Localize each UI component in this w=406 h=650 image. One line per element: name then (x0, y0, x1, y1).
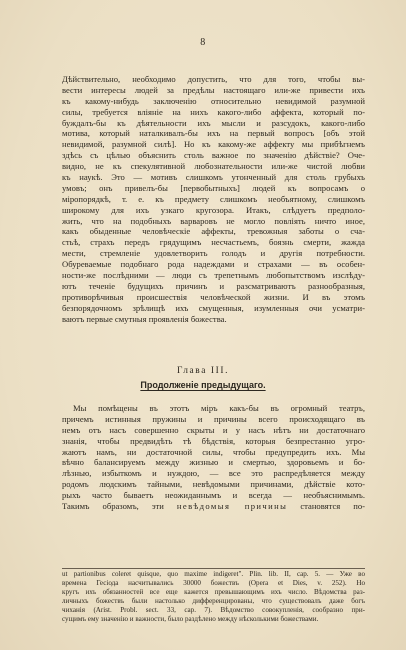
text-line: буждалъ-бы къ дѣятельности ихъ мысли и разсудокъ, какого-либо (62, 117, 365, 128)
text-line: жить, что на подобныхъ варваровъ не могло повліять ничто иное, (62, 215, 365, 226)
spaced-emphasis: невѣдомыя причины (176, 501, 288, 512)
text-line: рыхъ часто бываетъ неожиданнымъ и всегда — необъяснимымъ. (62, 490, 365, 501)
text-line: невидимой, разумной силѣ]. Но къ какому-же аффекту мы прибѣгнемъ (62, 139, 365, 150)
text-line: родомъ людскимъ тайными, невѣдомыми причинами, дѣйствіе кото- (62, 479, 365, 490)
text-line: міропорядкѣ, т. е. къ предмету слишкомъ необъятному, слишкомъ (62, 193, 365, 204)
footnote (62, 570, 365, 625)
text-line: ности-же послѣдними — люди съ трепетнымъ любопытствомъ изслѣду- (62, 270, 365, 281)
paragraph-2 (62, 403, 365, 512)
text-line: ютъ теченіе будущихъ причинъ и разсматриваютъ разнообразныя, (62, 280, 365, 291)
footnote-rule (62, 568, 365, 569)
footnote-line: чиханія (Arist. Probl. sect. 33, cap. 7). Вѣдомство совокупленія, сообразно при- (62, 606, 365, 615)
text-line-spaced (62, 501, 365, 512)
text-line: здѣсь съ цѣлью объяснить столь важное по значенію дѣйствіе? Оче- (62, 150, 365, 161)
chapter-subtitle: Продолженіе предыдущаго. (140, 380, 266, 390)
text-line: мести, стремленіе удовлетворить голодъ и другія потребности. (62, 248, 365, 259)
text-line: силы, требуется вліяніе на нихъ какого-либо аффекта, который по- (62, 106, 365, 117)
footnote-line: кругъ ихъ обязанностей все еще кажется превышающимъ ихъ число. Вѣдомства раз- (62, 588, 365, 597)
text-line: противорѣчивыя происшествія человѣческой жизни. И въ этомъ (62, 291, 365, 302)
text-line: мотива, который наталкивалъ-бы ихъ на первый вопросъ [объ этой (62, 128, 365, 139)
text-line: широкому для ихъ узкаго кругозора. Итакъ, слѣдуетъ предполо- (62, 204, 365, 215)
page-number: 8 (200, 37, 206, 48)
text-line: вѣчно балансируемъ между жизнью и смертью, здоровьемъ и бо- (62, 457, 365, 468)
text-line: знанія, чтобы предвидѣть тѣ бѣдствія, которыя безпрестанно угро- (62, 435, 365, 446)
text-line: жаютъ намъ, ни достаточной силы, чтобы предупредить ихъ. Мы (62, 446, 365, 457)
text-line: вести интересы людей за предѣлы настоящаго или-же привести ихъ (62, 84, 365, 95)
footnote-line: сущимъ ему значенію и важности, было раздѣлено между нѣсколькими божествами. (62, 615, 319, 624)
text-line: немъ отъ насъ совершенно скрыты и у насъ нѣтъ ни достаточнаго (62, 424, 365, 435)
text-line: видно, не къ спекулятивной любознательности или-же чистой любви (62, 161, 365, 172)
text-line: стьѣ, страхъ передъ грядущимъ несчастьемъ, боязнь смерти, жажда (62, 237, 365, 248)
text-segment: становятся по- (287, 501, 365, 512)
text-line: причемъ истинныя пружины и причины всего происходящаго въ (62, 413, 365, 424)
paragraph-1 (62, 74, 365, 324)
text-line: какъ обыденные человѣческіе аффекты, тревожныя заботы о сча- (62, 226, 365, 237)
footnote-line: времена Гесіода насчитывались 30000 божествъ (Opera et Dies, v. 252). Но (62, 579, 365, 588)
text-line: къ какому-нибудь заключенію относительно невидимой разумной (62, 95, 365, 106)
footnote-line: ut partionibus coleret quisque, quo maxime indigeret". Plin. lib. II, cap. 5. — Уже во (62, 570, 365, 578)
text-line: Обуреваемые подобнаго рода надеждами и страхами — въ особен- (62, 259, 365, 270)
text-line: безпорядочномъ зрѣлищѣ ихъ смущенныя, изумленныя очи усматри- (62, 302, 365, 313)
text-line: ваютъ первые смутныя проявленія божества. (62, 313, 227, 324)
text-line: Дѣйствительно, необходимо допустить, что для того, чтобы вы- (62, 74, 365, 84)
text-segment: Такимъ образомъ, эти (62, 501, 177, 512)
text-line: умовъ; онъ привелъ-бы [первобытныхъ] людей къ вопросамъ о (62, 182, 365, 193)
text-line: Мы помѣщены въ этотъ міръ какъ-бы въ огромный театръ, (73, 403, 365, 413)
footnote-line: личныхъ божествъ были настолько дифференцированы, что существовалъ даже богъ (62, 597, 365, 606)
chapter-heading: Глава III. (176, 366, 230, 376)
text-line: къ наукѣ. Это — мотивъ слишкомъ утонченный для столь грубыхъ (62, 172, 365, 183)
text-line: лѣзнью, избыткомъ и нуждою, — все это распредѣляется между (62, 468, 365, 479)
